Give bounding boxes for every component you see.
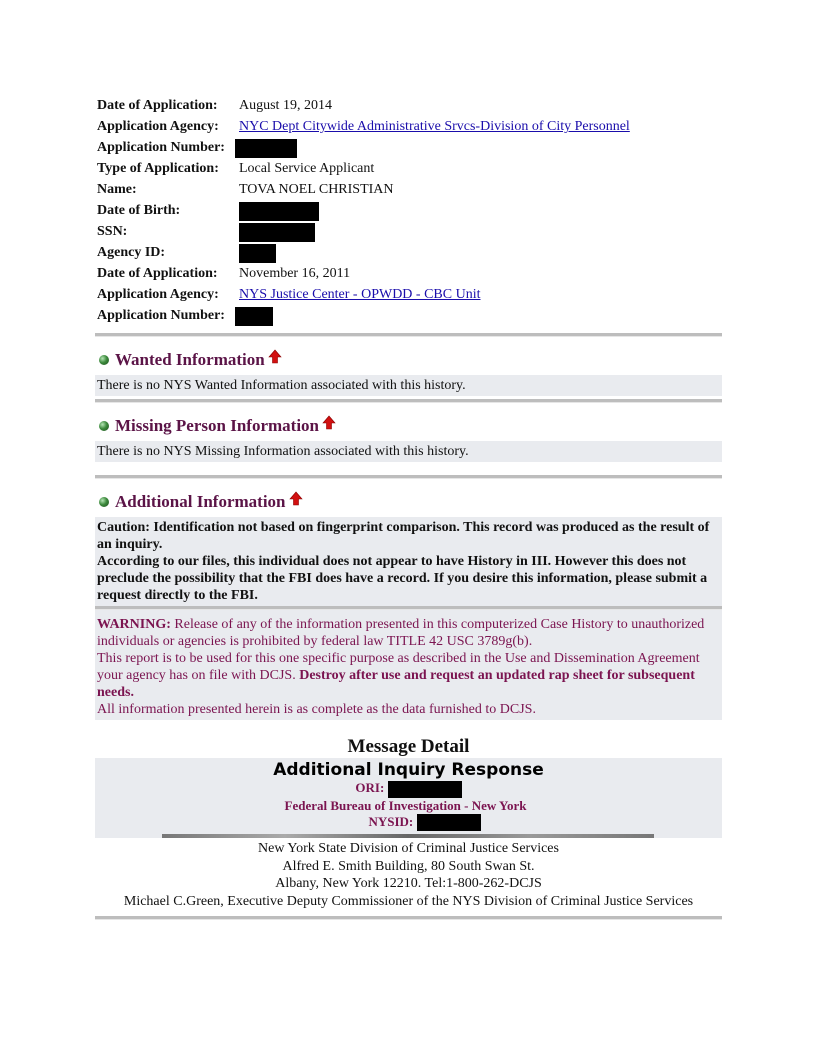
caution-text: Caution: Identification not based on fingerprint comparison. This record was produced as the result of an inquiry. (97, 520, 710, 552)
field-label: Agency ID: (97, 245, 166, 261)
missing-text: There is no NYS Missing Information associated with this history. (95, 441, 722, 462)
redaction-box (239, 202, 319, 221)
field-label: Type of Application: (97, 161, 219, 177)
message-detail-title: Message Detail (347, 736, 470, 757)
agency-link[interactable]: NYC Dept Citywide Administrative Srvcs-Division of City Personnel (239, 119, 630, 135)
redaction-box (235, 139, 297, 158)
application-table (97, 96, 630, 327)
footer-line: Albany, New York 12210. Tel:1-800-262-DCJS (275, 876, 542, 891)
divider (95, 916, 722, 920)
agency-link[interactable]: NYS Justice Center - OPWDD - CBC Unit (239, 287, 481, 303)
field-value: Local Service Applicant (239, 161, 375, 177)
table-row (97, 201, 630, 222)
footer-line: Michael C.Green, Executive Deputy Commissioner of the NYS Division of Criminal Justice Services (123, 893, 694, 909)
field-label: Application Number: (97, 308, 225, 324)
field-value: August 19, 2014 (239, 98, 332, 114)
table-row (97, 138, 630, 159)
divider (95, 475, 722, 479)
ori-label: ORI: (355, 780, 385, 795)
destroy-notice: Destroy after use and request an updated rap sheet for subsequent needs. (97, 668, 695, 700)
inquiry-response-heading: Additional Inquiry Response (273, 760, 544, 780)
field-value: November 16, 2011 (239, 266, 351, 282)
wanted-section-title (99, 349, 722, 371)
section-heading: Additional Information (115, 492, 286, 511)
additional-info-text (95, 517, 722, 606)
additional-section-title (99, 491, 722, 513)
nysid-label: NYSID: (368, 813, 414, 829)
green-bullet-icon (99, 421, 109, 431)
back-to-top-arrow-icon[interactable] (289, 491, 303, 507)
field-label: Application Number: (97, 140, 225, 156)
table-row (97, 264, 630, 285)
divider (95, 333, 722, 337)
wanted-text: There is no NYS Wanted Information associated with this history. (95, 375, 722, 396)
warning-text: Release of any of the information presented in this computerized Case History to unauthorized (170, 617, 705, 632)
field-value: TOVA NOEL CHRISTIAN (239, 182, 394, 198)
table-row (97, 117, 630, 138)
back-to-top-arrow-icon[interactable] (322, 415, 336, 431)
decorative-stripe (162, 834, 654, 838)
iii-history-text: According to our files, this individual does not appear to have History in III. However this does not preclude the possibility that the FBI does have a record. If you desire this information, please submit a request directly to the FBI. (97, 554, 708, 603)
footer-line: Alfred E. Smith Building, 80 South Swan St. (282, 858, 535, 874)
green-bullet-icon (99, 497, 109, 507)
warning-text: All information presented herein is as complete as the data furnished to DCJS. (97, 702, 536, 717)
table-row (97, 306, 630, 327)
redaction-box (235, 307, 273, 326)
section-heading: Missing Person Information (115, 416, 319, 435)
field-label: Application Agency: (97, 119, 219, 135)
table-row (97, 222, 630, 243)
field-label: Name: (97, 182, 137, 198)
redaction-box (417, 814, 481, 831)
table-row (97, 285, 630, 306)
redaction-box (239, 244, 276, 263)
warning-label: WARNING: (97, 617, 171, 632)
table-row (97, 96, 630, 117)
warning-text: your agency has on file with DCJS. (97, 668, 300, 683)
fbi-agency: Federal Bureau of Investigation - New York (284, 797, 527, 813)
warning-text: This report is to be used for this one specific purpose as described in the Use and Dissemination Agreement (97, 651, 700, 666)
footer-line: New York State Division of Criminal Justice Services (258, 841, 559, 856)
field-label: SSN: (97, 224, 128, 240)
field-label: Application Agency: (97, 287, 219, 303)
warning-text: individuals or agencies is prohibited by federal law TITLE 42 USC 3789g(b). (97, 634, 533, 649)
missing-section-title (99, 415, 722, 437)
divider (95, 399, 722, 403)
table-row (97, 243, 630, 264)
back-to-top-arrow-icon[interactable] (268, 349, 282, 365)
rap-sheet-page (95, 96, 722, 920)
green-bullet-icon (99, 355, 109, 365)
redaction-box (388, 781, 462, 798)
footer (95, 838, 722, 910)
table-row (97, 159, 630, 180)
table-row (97, 180, 630, 201)
redaction-box (239, 223, 315, 242)
field-label: Date of Birth: (97, 203, 181, 219)
section-heading: Wanted Information (115, 350, 265, 369)
message-detail-box (95, 758, 722, 838)
field-label: Date of Application: (97, 266, 218, 282)
field-label: Date of Application: (97, 98, 218, 114)
warning-notice (95, 610, 722, 720)
